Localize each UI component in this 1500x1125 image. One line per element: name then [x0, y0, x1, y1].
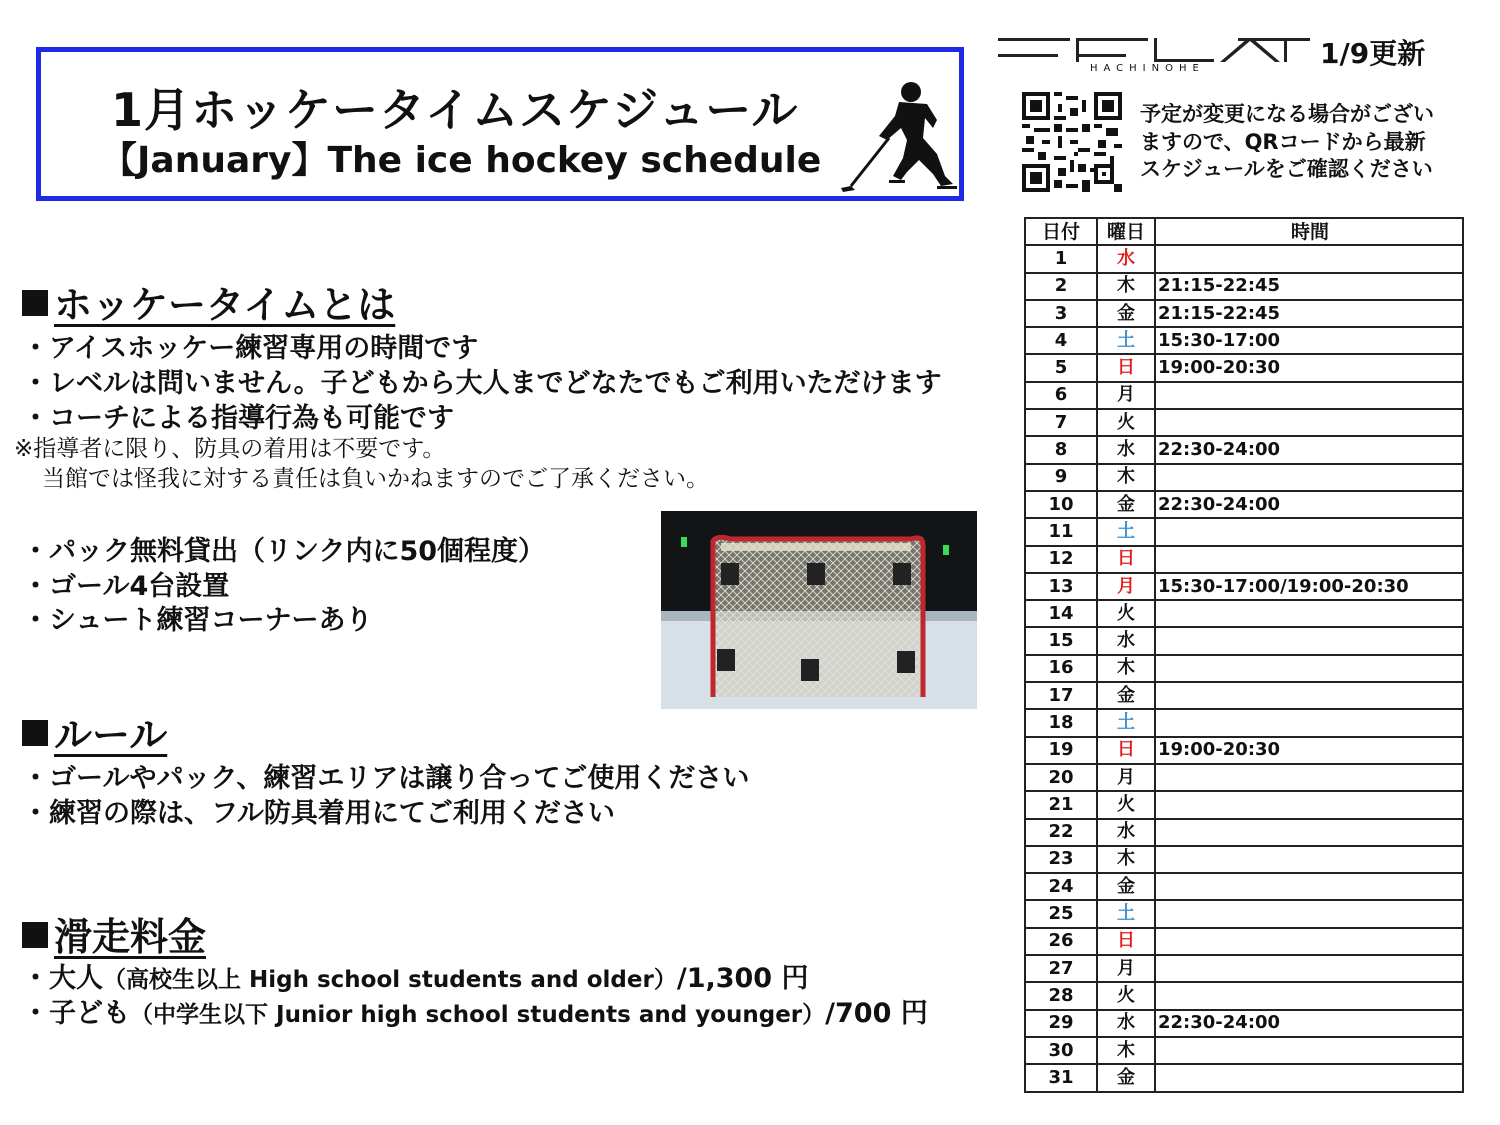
notice-line-3: スケジュールをご確認ください	[1140, 157, 1433, 181]
rules-bullet-1: ・ゴールやパック、練習エリアは譲り合ってご使用ください	[22, 763, 750, 794]
schedule-date-cell: 19	[1025, 737, 1097, 764]
table-row	[1025, 737, 1463, 764]
table-row	[1025, 846, 1463, 873]
schedule-day-cell: 月	[1097, 764, 1155, 791]
schedule-day-cell: 土	[1097, 327, 1155, 354]
rules-bullet-2: ・練習の際は、フル防具着用にてご利用ください	[22, 798, 615, 829]
time-column-header: 時間	[1155, 218, 1463, 245]
title-box	[36, 47, 964, 201]
schedule-date-cell: 25	[1025, 900, 1097, 927]
about-bullet-2: ・レベルは問いません。子どもから大人までどなたでもご利用いただけます	[22, 368, 942, 399]
schedule-date-cell: 11	[1025, 518, 1097, 545]
schedule-day-cell: 日	[1097, 737, 1155, 764]
table-row	[1025, 819, 1463, 846]
schedule-date-cell: 27	[1025, 955, 1097, 982]
schedule-date-cell: 3	[1025, 300, 1097, 327]
schedule-day-cell: 月	[1097, 382, 1155, 409]
about-bullet-1: ・アイスホッケー練習専用の時間です	[22, 333, 479, 364]
rules-heading	[22, 704, 167, 759]
rules-heading-text: ルール	[54, 713, 168, 757]
schedule-time-cell: 22:30-24:00	[1155, 436, 1463, 463]
table-row	[1025, 764, 1463, 791]
schedule-time-cell	[1155, 655, 1463, 682]
table-row	[1025, 955, 1463, 982]
notice-line-1: 予定が変更になる場合がござい	[1140, 102, 1434, 126]
schedule-day-cell: 水	[1097, 819, 1155, 846]
about-heading-text: ホッケータイムとは	[54, 283, 396, 327]
schedule-time-cell	[1155, 382, 1463, 409]
schedule-date-cell: 24	[1025, 873, 1097, 900]
feature-bullet-3: ・シュート練習コーナーあり	[22, 605, 373, 636]
schedule-body	[1025, 245, 1463, 1091]
about-heading	[22, 274, 395, 329]
table-row	[1025, 300, 1463, 327]
table-row	[1025, 245, 1463, 272]
schedule-date-cell: 14	[1025, 600, 1097, 627]
about-note-1: ※指導者に限り、防具の着用は不要です。	[14, 436, 446, 462]
schedule-time-cell	[1155, 600, 1463, 627]
square-bullet-icon	[22, 720, 48, 746]
fee-adult	[22, 956, 809, 995]
schedule-date-cell: 10	[1025, 491, 1097, 518]
schedule-day-cell: 火	[1097, 409, 1155, 436]
table-row	[1025, 1064, 1463, 1091]
page-subtitle: 【January】The ice hockey schedule	[101, 140, 822, 181]
updated-date: 1/9更新	[1320, 37, 1426, 70]
schedule-day-cell: 木	[1097, 655, 1155, 682]
feature-bullet-1: ・パック無料貸出（リンク内に50個程度）	[22, 536, 546, 567]
schedule-day-cell: 土	[1097, 709, 1155, 736]
schedule-time-cell: 19:00-20:30	[1155, 737, 1463, 764]
table-row	[1025, 600, 1463, 627]
logo-subtitle: HACHINOHE	[1090, 63, 1205, 74]
day-column-header: 曜日	[1097, 218, 1155, 245]
schedule-time-cell	[1155, 709, 1463, 736]
schedule-date-cell: 21	[1025, 791, 1097, 818]
fees-heading-text: 滑走料金	[54, 915, 207, 959]
schedule-time-cell: 22:30-24:00	[1155, 491, 1463, 518]
schedule-day-cell: 水	[1097, 436, 1155, 463]
schedule-date-cell: 20	[1025, 764, 1097, 791]
fee-child-label: ・子ども	[22, 998, 130, 1029]
table-row	[1025, 982, 1463, 1009]
schedule-date-cell: 29	[1025, 1010, 1097, 1037]
schedule-time-cell	[1155, 764, 1463, 791]
schedule-time-cell	[1155, 409, 1463, 436]
schedule-day-cell: 火	[1097, 791, 1155, 818]
table-row	[1025, 464, 1463, 491]
schedule-day-cell: 木	[1097, 1037, 1155, 1064]
schedule-day-cell: 日	[1097, 928, 1155, 955]
schedule-time-cell	[1155, 982, 1463, 1009]
hockey-player-icon	[841, 80, 961, 198]
schedule-day-cell: 金	[1097, 1064, 1155, 1091]
schedule-time-cell	[1155, 900, 1463, 927]
schedule-time-cell: 21:15-22:45	[1155, 273, 1463, 300]
fee-child-price: /700 円	[825, 998, 928, 1029]
schedule-day-cell: 水	[1097, 1010, 1155, 1037]
schedule-day-cell: 月	[1097, 955, 1155, 982]
schedule-time-cell	[1155, 627, 1463, 654]
schedule-date-cell: 12	[1025, 546, 1097, 573]
schedule-time-cell: 19:00-20:30	[1155, 354, 1463, 381]
table-row	[1025, 273, 1463, 300]
schedule-date-cell: 30	[1025, 1037, 1097, 1064]
schedule-date-cell: 13	[1025, 573, 1097, 600]
schedule-date-cell: 16	[1025, 655, 1097, 682]
schedule-date-cell: 26	[1025, 928, 1097, 955]
about-note-2: 当館では怪我に対する責任は負いかねますのでご了承ください。	[42, 466, 709, 492]
feature-bullet-2: ・ゴール4台設置	[22, 571, 230, 602]
schedule-date-cell: 23	[1025, 846, 1097, 873]
table-row	[1025, 655, 1463, 682]
table-row	[1025, 873, 1463, 900]
schedule-day-cell: 土	[1097, 518, 1155, 545]
schedule-day-cell: 金	[1097, 682, 1155, 709]
schedule-day-cell: 金	[1097, 491, 1155, 518]
table-row	[1025, 327, 1463, 354]
table-row	[1025, 900, 1463, 927]
schedule-day-cell: 日	[1097, 354, 1155, 381]
schedule-date-cell: 18	[1025, 709, 1097, 736]
schedule-time-cell	[1155, 1064, 1463, 1091]
qr-code-icon[interactable]	[1022, 92, 1122, 192]
schedule-date-cell: 1	[1025, 245, 1097, 272]
schedule-time-cell: 15:30-17:00/19:00-20:30	[1155, 573, 1463, 600]
schedule-table	[1024, 217, 1464, 1093]
table-row	[1025, 1010, 1463, 1037]
schedule-time-cell	[1155, 846, 1463, 873]
schedule-time-cell: 21:15-22:45	[1155, 300, 1463, 327]
table-row	[1025, 791, 1463, 818]
table-row	[1025, 518, 1463, 545]
schedule-date-cell: 5	[1025, 354, 1097, 381]
table-row	[1025, 354, 1463, 381]
fee-adult-note: （高校生以上 High school students and older）	[103, 967, 677, 993]
schedule-day-cell: 水	[1097, 245, 1155, 272]
fee-child	[22, 991, 928, 1030]
about-bullet-3: ・コーチによる指導行為も可能です	[22, 403, 454, 434]
square-bullet-icon	[22, 290, 48, 316]
fee-adult-price: /1,300 円	[676, 963, 809, 994]
schedule-time-cell	[1155, 245, 1463, 272]
schedule-day-cell: 日	[1097, 546, 1155, 573]
table-row	[1025, 709, 1463, 736]
schedule-time-cell	[1155, 518, 1463, 545]
schedule-day-cell: 金	[1097, 873, 1155, 900]
schedule-day-cell: 火	[1097, 600, 1155, 627]
schedule-day-cell: 月	[1097, 573, 1155, 600]
date-column-header: 日付	[1025, 218, 1097, 245]
schedule-day-cell: 水	[1097, 627, 1155, 654]
schedule-date-cell: 6	[1025, 382, 1097, 409]
table-row	[1025, 928, 1463, 955]
table-row	[1025, 573, 1463, 600]
schedule-time-cell	[1155, 682, 1463, 709]
schedule-day-cell: 木	[1097, 273, 1155, 300]
schedule-date-cell: 2	[1025, 273, 1097, 300]
schedule-time-cell	[1155, 1037, 1463, 1064]
table-row	[1025, 627, 1463, 654]
schedule-day-cell: 木	[1097, 464, 1155, 491]
schedule-date-cell: 28	[1025, 982, 1097, 1009]
schedule-date-cell: 8	[1025, 436, 1097, 463]
schedule-time-cell: 15:30-17:00	[1155, 327, 1463, 354]
schedule-date-cell: 15	[1025, 627, 1097, 654]
table-row	[1025, 1037, 1463, 1064]
schedule-header-row	[1025, 218, 1463, 245]
schedule-date-cell: 7	[1025, 409, 1097, 436]
table-row	[1025, 491, 1463, 518]
schedule-date-cell: 31	[1025, 1064, 1097, 1091]
schedule-time-cell	[1155, 819, 1463, 846]
schedule-day-cell: 火	[1097, 982, 1155, 1009]
schedule-day-cell: 木	[1097, 846, 1155, 873]
page-title: 1月ホッケータイムスケジュール	[111, 83, 799, 137]
table-row	[1025, 436, 1463, 463]
fee-child-note: （中学生以下 Junior high school students and younger）	[130, 1002, 826, 1028]
square-bullet-icon	[22, 922, 48, 948]
schedule-date-cell: 22	[1025, 819, 1097, 846]
table-row	[1025, 409, 1463, 436]
schedule-time-cell	[1155, 546, 1463, 573]
schedule-time-cell	[1155, 928, 1463, 955]
schedule-date-cell: 4	[1025, 327, 1097, 354]
schedule-date-cell: 17	[1025, 682, 1097, 709]
table-row	[1025, 382, 1463, 409]
fees-heading	[22, 906, 206, 961]
schedule-day-cell: 金	[1097, 300, 1155, 327]
notice-line-2: ますので、QRコードから最新	[1140, 130, 1426, 154]
schedule-date-cell: 9	[1025, 464, 1097, 491]
hockey-goal-photo	[661, 511, 977, 709]
schedule-time-cell	[1155, 791, 1463, 818]
schedule-time-cell	[1155, 464, 1463, 491]
schedule-time-cell	[1155, 955, 1463, 982]
fee-adult-label: ・大人	[22, 963, 103, 994]
schedule-day-cell: 土	[1097, 900, 1155, 927]
schedule-time-cell: 22:30-24:00	[1155, 1010, 1463, 1037]
schedule-time-cell	[1155, 873, 1463, 900]
table-row	[1025, 682, 1463, 709]
table-row	[1025, 546, 1463, 573]
